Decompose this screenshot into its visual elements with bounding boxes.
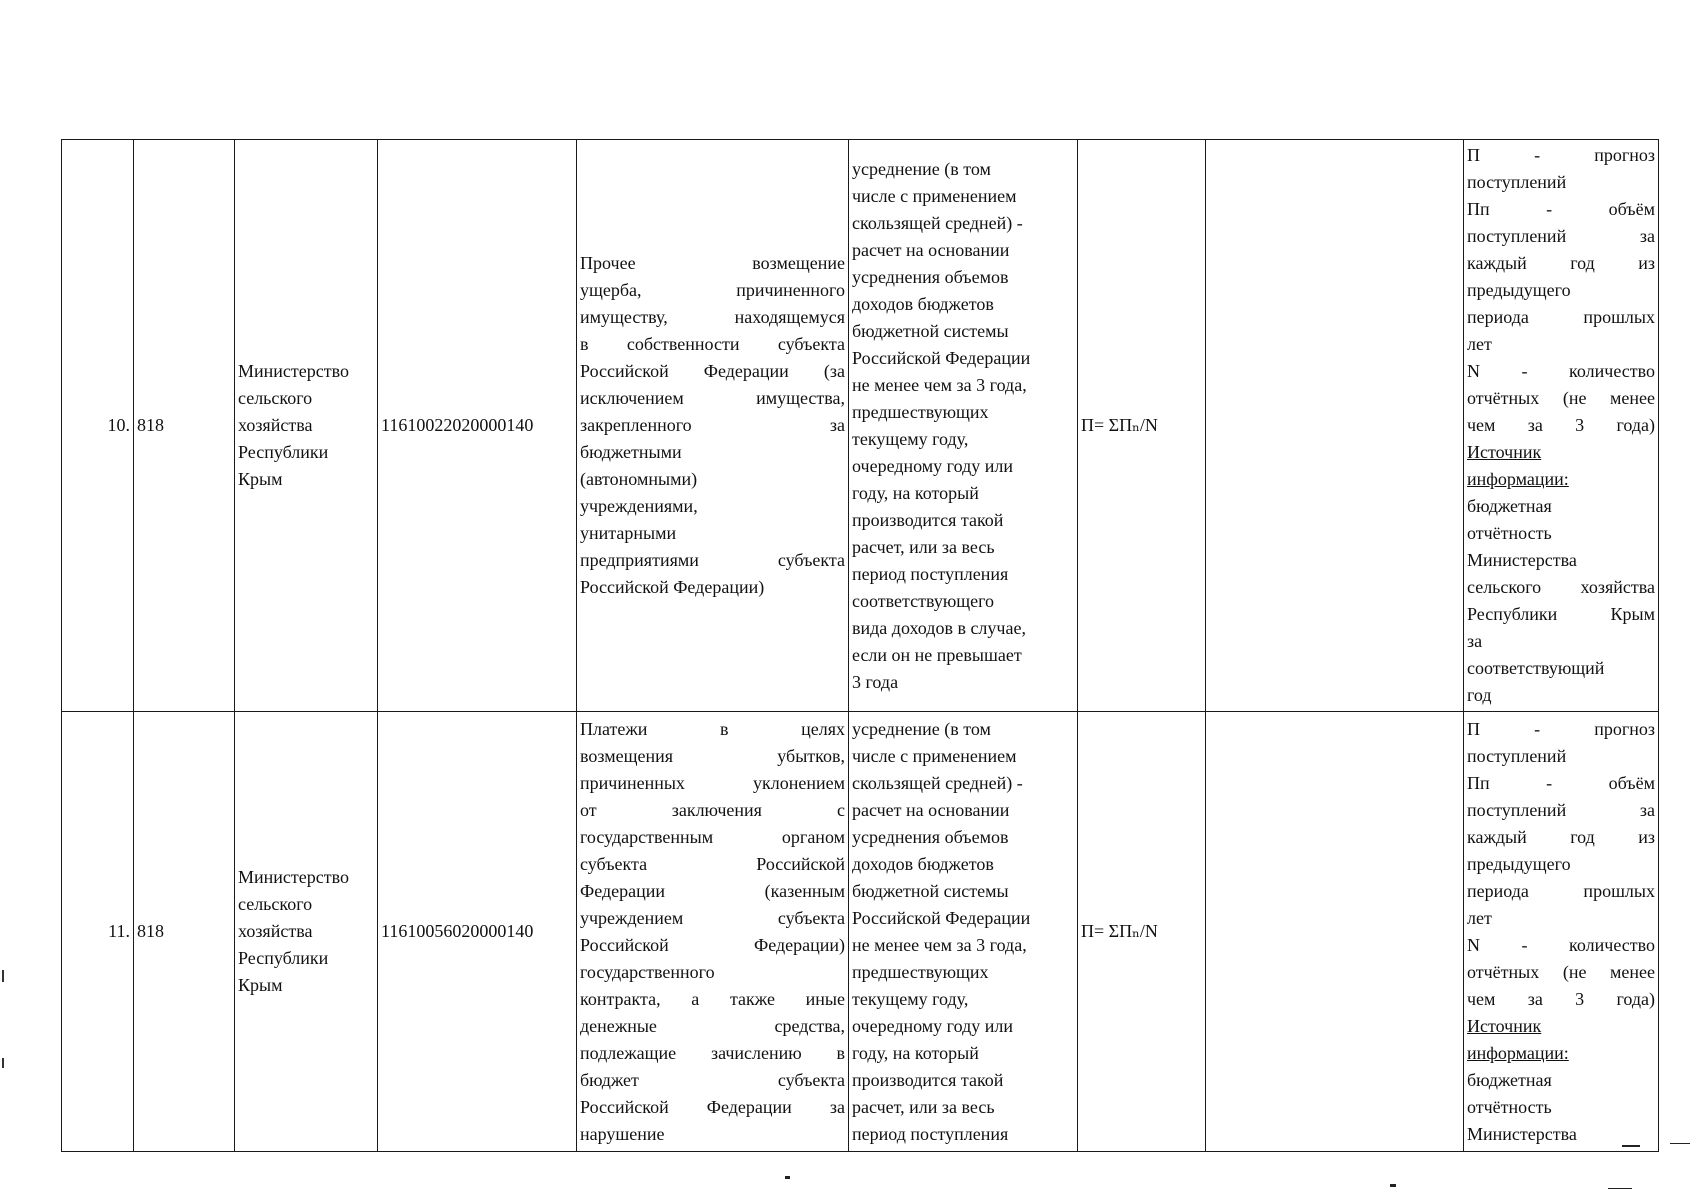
description-line: отчётных (не менее	[1467, 388, 1655, 408]
description-line: П - прогноз	[1467, 718, 1655, 739]
description-line: поступлений за	[1467, 226, 1655, 246]
method-line: предшествующих	[852, 961, 989, 982]
admin-name-line: сельского	[238, 894, 313, 914]
method-line: очередному году или	[852, 455, 1013, 476]
formula-text: П= ΣПₙ/N	[1081, 921, 1158, 941]
admin-name-line: Крым	[238, 975, 283, 995]
income-name-line: имуществу, находящемуся	[580, 307, 845, 327]
income-name-line: субъекта Российской	[580, 853, 845, 874]
income-name-line: нарушение	[580, 1123, 665, 1144]
empty-cell	[1206, 712, 1464, 1152]
admin-name-cell	[235, 712, 378, 1152]
method-line: числе с применением	[852, 185, 1017, 206]
admin-name-line: сельского	[238, 388, 313, 408]
kbk-code-cell	[378, 712, 577, 1152]
description-line: поступлений за	[1467, 799, 1655, 820]
method-line: расчет, или за весь	[852, 536, 995, 557]
description-line: лет	[1467, 334, 1492, 354]
description-line: за	[1467, 631, 1483, 651]
description-line: чем за 3 года)	[1467, 988, 1655, 1009]
method-line: период поступления	[852, 1123, 1009, 1144]
description-line: Источник	[1467, 442, 1542, 462]
income-name-line: унитарными	[580, 523, 677, 543]
formula-description-cell	[1464, 712, 1659, 1152]
table-row	[62, 140, 1659, 712]
method-line: текущему году,	[852, 988, 969, 1009]
description-line: бюджетная	[1467, 496, 1552, 516]
scan-artifact	[1608, 1188, 1632, 1189]
description-line: информации:	[1467, 469, 1569, 489]
method-line: скользящей средней) -	[852, 212, 1023, 233]
scan-artifact	[1622, 1145, 1640, 1147]
description-line: отчётность	[1467, 523, 1552, 543]
description-line: лет	[1467, 907, 1492, 928]
income-name-line: (автономными)	[580, 469, 698, 489]
description-line: чем за 3 года)	[1467, 415, 1655, 435]
method-line: соответствующего	[852, 590, 995, 611]
income-name-line: Российской Федерации (за	[580, 361, 845, 381]
table-row	[62, 712, 1659, 1152]
method-line: доходов бюджетов	[852, 293, 994, 314]
revenue-forecast-table	[61, 139, 1659, 1152]
method-line: если он не превышает	[852, 644, 1022, 665]
admin-name-line: хозяйства	[238, 415, 313, 435]
formula-cell	[1078, 712, 1206, 1152]
admin-name-line: Республики	[238, 442, 329, 462]
method-line: расчет, или за весь	[852, 1096, 995, 1117]
admin-code-cell	[134, 712, 235, 1152]
description-line: предыдущего	[1467, 280, 1571, 300]
method-line: расчет на основании	[852, 239, 1010, 260]
admin-code-text: 818	[137, 921, 164, 941]
description-line: П - прогноз	[1467, 145, 1655, 165]
scan-artifact	[2, 970, 4, 982]
description-line: каждый год из	[1467, 826, 1655, 847]
admin-name-line: Министерство	[238, 361, 349, 381]
income-name-line: Российской Федерации за	[580, 1096, 845, 1117]
method-line: году, на который	[852, 1042, 979, 1063]
admin-name-line: Крым	[238, 469, 283, 489]
income-name-line: Федерации (казенным	[580, 880, 845, 901]
description-line: сельского хозяйства	[1467, 577, 1655, 597]
method-line: усреднения объемов	[852, 266, 1009, 287]
income-name-line: бюджет субъекта	[580, 1069, 845, 1090]
method-line: текущему году,	[852, 428, 969, 449]
income-name-line: от заключения с	[580, 799, 845, 820]
income-name-line: подлежащие зачислению в	[580, 1042, 845, 1063]
admin-code-text: 818	[137, 415, 164, 435]
table-body	[62, 140, 1659, 1152]
description-line: Министерства	[1467, 550, 1577, 570]
formula-description-cell	[1464, 140, 1659, 712]
method-line: усреднения объемов	[852, 826, 1009, 847]
method-line: Российской Федерации	[852, 347, 1031, 368]
description-line: N - количество	[1467, 934, 1655, 955]
description-line: год	[1467, 685, 1492, 705]
income-name-cell	[577, 140, 849, 712]
method-line: не менее чем за 3 года,	[852, 934, 1027, 955]
method-line: не менее чем за 3 года,	[852, 374, 1027, 395]
income-name-line: Платежи в целях	[580, 718, 845, 739]
method-line: усреднение (в том	[852, 158, 991, 179]
description-line: предыдущего	[1467, 853, 1571, 874]
calc-method-cell	[849, 712, 1078, 1152]
admin-name-line: хозяйства	[238, 921, 313, 941]
row-number-cell	[62, 140, 134, 712]
description-line: информации:	[1467, 1042, 1569, 1063]
method-line: производится такой	[852, 1069, 1004, 1090]
income-name-line: ущерба, причиненного	[580, 280, 845, 300]
method-line: году, на который	[852, 482, 979, 503]
income-name-line: государственным органом	[580, 826, 845, 847]
description-line: Республики Крым	[1467, 604, 1655, 624]
income-name-line: учреждением субъекта	[580, 907, 845, 928]
description-line: соответствующий	[1467, 658, 1605, 678]
income-name-cell	[577, 712, 849, 1152]
num-text: 11.	[108, 921, 130, 941]
scan-artifact	[785, 1176, 790, 1179]
method-line: бюджетной системы	[852, 320, 1009, 341]
income-name-line: причиненных уклонением	[580, 772, 845, 793]
method-line: Российской Федерации	[852, 907, 1031, 928]
method-line: очередному году или	[852, 1015, 1013, 1036]
method-line: доходов бюджетов	[852, 853, 994, 874]
method-line: числе с применением	[852, 745, 1017, 766]
method-line: период поступления	[852, 563, 1009, 584]
income-name-line: Российской Федерации)	[580, 934, 845, 955]
method-line: усреднение (в том	[852, 718, 991, 739]
income-name-line: исключением имущества,	[580, 388, 845, 408]
income-name-line: в собственности субъекта	[580, 334, 845, 354]
admin-name-cell	[235, 140, 378, 712]
kbk-code-cell	[378, 140, 577, 712]
scan-artifact	[1670, 1143, 1690, 1144]
description-line: периода прошлых	[1467, 880, 1655, 901]
description-line: N - количество	[1467, 361, 1655, 381]
method-line: бюджетной системы	[852, 880, 1009, 901]
income-name-line: предприятиями субъекта	[580, 550, 845, 570]
income-name-line: закрепленного за	[580, 415, 845, 435]
description-line: каждый год из	[1467, 253, 1655, 273]
num-text: 10.	[107, 415, 130, 435]
method-line: вида доходов в случае,	[852, 617, 1026, 638]
kbk-text: 11610056020000140	[381, 921, 534, 941]
description-line: Пп - объём	[1467, 772, 1655, 793]
method-line: расчет на основании	[852, 799, 1010, 820]
empty-cell	[1206, 140, 1464, 712]
kbk-text: 11610022020000140	[381, 415, 534, 435]
income-name-line: учреждениями,	[580, 496, 698, 516]
income-name-line: государственного	[580, 961, 715, 982]
income-name-line: денежные средства,	[580, 1015, 845, 1036]
admin-name-line: Республики	[238, 948, 329, 968]
description-line: отчётных (не менее	[1467, 961, 1655, 982]
income-name-line: бюджетными	[580, 442, 682, 462]
description-line: периода прошлых	[1467, 307, 1655, 327]
description-line: бюджетная	[1467, 1069, 1552, 1090]
description-line: поступлений	[1467, 172, 1567, 192]
scan-artifact	[1390, 1184, 1396, 1187]
description-line: Министерства	[1467, 1123, 1577, 1144]
method-line: 3 года	[852, 671, 899, 692]
method-line: предшествующих	[852, 401, 989, 422]
income-name-line: возмещения убытков,	[580, 745, 845, 766]
income-name-line: Российской Федерации)	[580, 577, 765, 597]
description-line: Пп - объём	[1467, 199, 1655, 219]
admin-code-cell	[134, 140, 235, 712]
method-line: производится такой	[852, 509, 1004, 530]
admin-name-line: Министерство	[238, 867, 349, 887]
description-line: поступлений	[1467, 745, 1567, 766]
scan-artifact	[2, 1058, 4, 1068]
formula-cell	[1078, 140, 1206, 712]
row-number-cell	[62, 712, 134, 1152]
income-name-line: Прочее возмещение	[580, 253, 845, 273]
description-line: Источник	[1467, 1015, 1542, 1036]
method-line: скользящей средней) -	[852, 772, 1023, 793]
description-line: отчётность	[1467, 1096, 1552, 1117]
formula-text: П= ΣПₙ/N	[1081, 415, 1158, 435]
calc-method-cell	[849, 140, 1078, 712]
income-name-line: контракта, а также иные	[580, 988, 845, 1009]
